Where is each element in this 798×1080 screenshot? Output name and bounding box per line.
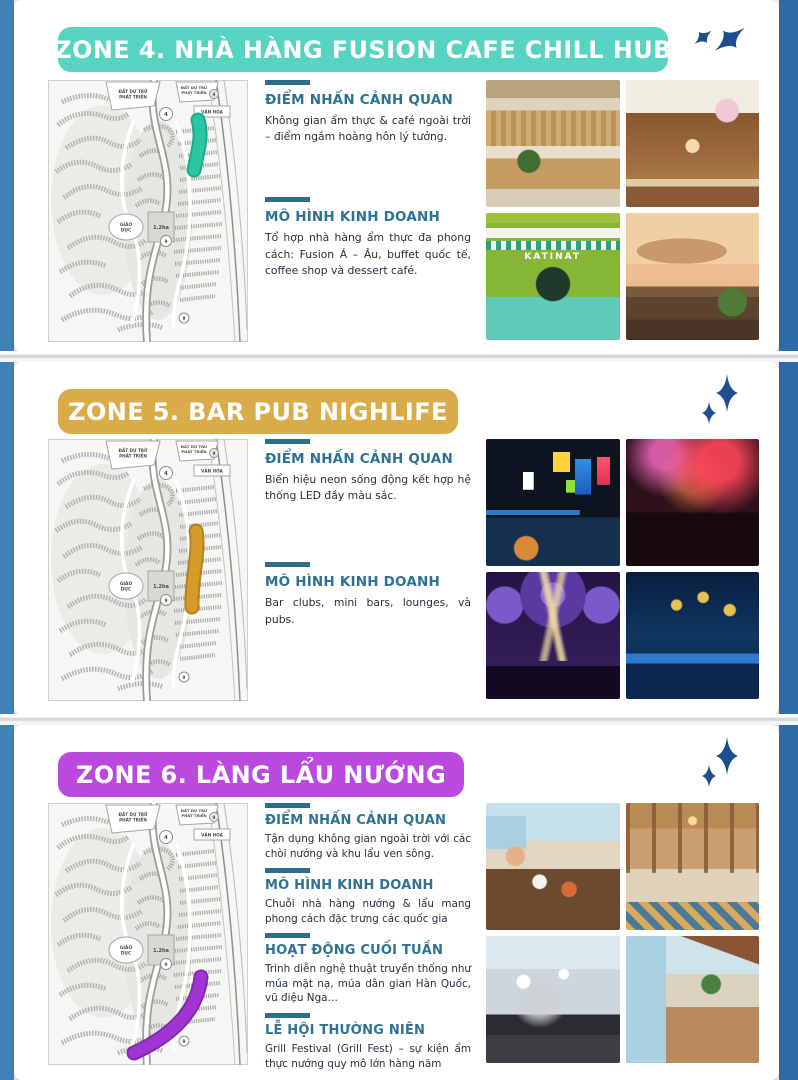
zone-6-section-landscape bbox=[265, 803, 471, 861]
photo-riverside-grill-dining bbox=[486, 803, 620, 930]
zone-5-content bbox=[48, 439, 759, 701]
section-heading: ĐIỂM NHẤN CẢNH QUAN bbox=[265, 92, 453, 108]
photo-nightclub-stage bbox=[486, 572, 620, 699]
zone-4-content bbox=[48, 80, 759, 342]
panel-divider bbox=[0, 351, 798, 362]
zone-6-map bbox=[48, 803, 248, 1065]
zone-6-content bbox=[48, 803, 759, 1078]
photo-buffet-restaurant-interior bbox=[486, 80, 620, 207]
zone-5-title: ZONE 5. BAR PUB NIGHLIFE bbox=[68, 397, 448, 426]
zone-6-section-business bbox=[265, 868, 471, 926]
section-body: Trình diễn nghệ thuật truyền thống như múa mặt nạ, múa dân gian Hàn Quốc, vũ điệu Nga… bbox=[265, 963, 471, 1005]
accent-bar bbox=[265, 868, 310, 873]
section-body: Tận dụng không gian ngoài trời với các chòi nướng và khu lẩu ven sông. bbox=[265, 833, 471, 860]
photo-chef-buffet-station bbox=[626, 80, 760, 207]
zone-4-header bbox=[54, 27, 672, 72]
zone-4-title: ZONE 4. NHÀ HÀNG FUSION CAFE CHILL HUB bbox=[54, 35, 672, 64]
zone-6-title: ZONE 6. LÀNG LẨU NƯỚNG bbox=[75, 760, 447, 789]
sparkle-icon bbox=[697, 372, 743, 428]
section-heading: MÔ HÌNH KINH DOANH bbox=[265, 209, 440, 226]
photo-neon-crowd-street bbox=[626, 439, 760, 566]
zone-4-text-column bbox=[265, 80, 471, 342]
zone-4-photo-grid bbox=[486, 80, 759, 342]
photo-grill-festival-chefs bbox=[486, 936, 620, 1063]
section-body: Grill Festival (Grill Fest) – sự kiện ẩm thực nướng quy mô lớn hàng năm bbox=[265, 1042, 471, 1070]
section-heading: ĐIỂM NHẤN CẢNH QUAN bbox=[265, 813, 447, 828]
section-body: Tổ hợp nhà hàng ẩm thực đa phong cách: Fusion Á – Âu, buffet quốc tế, coffee shop và dessert café. bbox=[265, 231, 471, 277]
section-body: Biển hiệu neon sống động kết hợp hệ thống LED đầy màu sắc. bbox=[265, 473, 471, 503]
accent-bar bbox=[265, 803, 310, 808]
section-heading: MÔ HÌNH KINH DOANH bbox=[265, 878, 434, 894]
masterplan-map bbox=[48, 803, 248, 1065]
photo-open-air-restaurant bbox=[626, 803, 760, 930]
masterplan-map bbox=[48, 80, 248, 342]
photo-katinat-green-cafe bbox=[486, 213, 620, 340]
photo-neon-canal bbox=[486, 439, 620, 566]
section-body: Không gian ẩm thực & café ngoài trời – điểm ngắm hoàng hôn lý tưởng. bbox=[265, 114, 471, 144]
accent-bar bbox=[265, 439, 310, 444]
section-body: Bar clubs, mini bars, lounges, và pubs. bbox=[265, 596, 471, 626]
sparkle-icon bbox=[697, 735, 743, 791]
zone-5-panel bbox=[14, 362, 779, 715]
zone-6-section-weekend bbox=[265, 933, 471, 1006]
section-heading: LỄ HỘI THƯỜNG NIÊN bbox=[265, 1022, 426, 1038]
zone-4-section-business bbox=[265, 197, 471, 279]
zone-4-map bbox=[48, 80, 248, 342]
section-heading: ĐIỂM NHẤN CẢNH QUAN bbox=[265, 451, 453, 467]
katinat-sign: KATINAT bbox=[524, 252, 582, 263]
accent-bar bbox=[265, 562, 310, 567]
section-body: Chuỗi nhà hàng nướng & lẩu mang phong cách đặc trưng các quốc gia bbox=[265, 898, 471, 925]
accent-bar bbox=[265, 80, 310, 85]
masterplan-map bbox=[48, 439, 248, 701]
panel-divider bbox=[0, 714, 798, 725]
zone-5-photo-grid bbox=[486, 439, 759, 701]
photo-blue-lounge-bar bbox=[626, 572, 760, 699]
zone-6-section-festival bbox=[265, 1013, 471, 1071]
zone-4-section-landscape bbox=[265, 80, 471, 145]
photo-riverside-terrace-families bbox=[626, 936, 760, 1063]
accent-bar bbox=[265, 933, 310, 938]
zone-4-panel bbox=[14, 0, 779, 352]
shooting-star-icon bbox=[684, 3, 756, 74]
map-highlight-zone-5-fill bbox=[192, 531, 197, 607]
accent-bar bbox=[265, 1013, 310, 1018]
zone-5-section-landscape bbox=[265, 439, 471, 504]
zone-5-section-business bbox=[265, 562, 471, 627]
zone-5-header bbox=[58, 389, 458, 434]
zone-6-panel bbox=[14, 725, 779, 1080]
zone-6-text-column bbox=[265, 803, 471, 1078]
section-heading: HOẠT ĐỘNG CUỐI TUẦN bbox=[265, 943, 444, 959]
map-highlight-zone-4-fill bbox=[194, 120, 200, 170]
photo-riverside-terrace-sunset bbox=[626, 213, 760, 340]
zone-5-text-column bbox=[265, 439, 471, 701]
zone-6-photo-grid bbox=[486, 803, 759, 1078]
zone-6-header bbox=[58, 752, 464, 797]
section-heading: MÔ HÌNH KINH DOANH bbox=[265, 574, 440, 591]
zone-5-map bbox=[48, 439, 248, 701]
accent-bar bbox=[265, 197, 310, 202]
